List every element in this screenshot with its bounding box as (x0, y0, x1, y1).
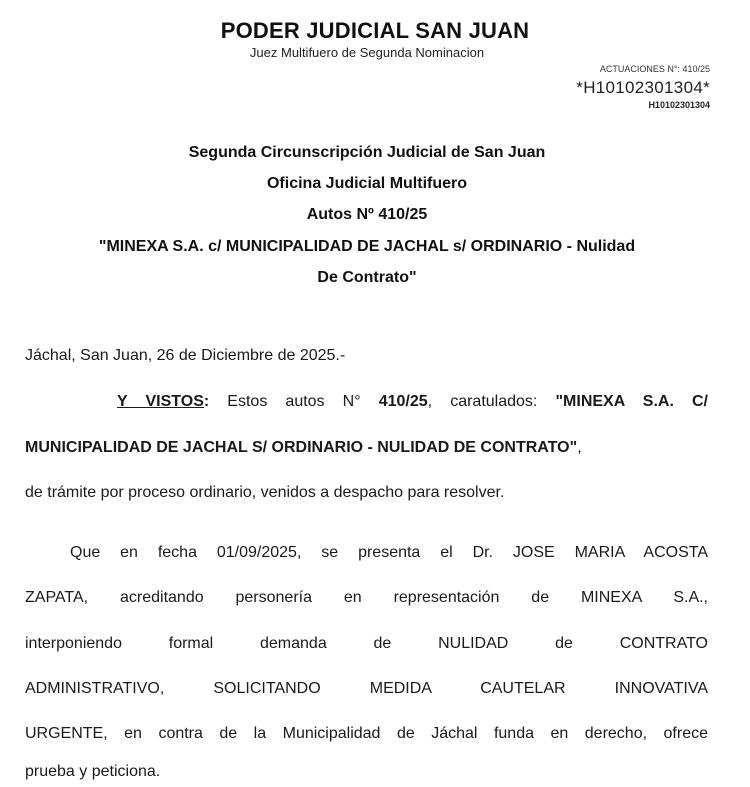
autos-number: 410/25 (378, 393, 428, 410)
date-line: Jáchal, San Juan, 26 de Diciembre de 2025.- (25, 347, 346, 364)
barcode-code: *H10102301304* (576, 78, 710, 97)
que-line5: URGENTE, en contra de la Municipalidad de Jáchal funda en derecho, ofrece (25, 725, 708, 742)
caratula-part2: MUNICIPALIDAD DE JACHAL S/ ORDINARIO - NULIDAD DE CONTRATO" (25, 439, 578, 456)
heading-circunscripcion: Segunda Circunscripción Judicial de San Juan (188, 144, 546, 161)
heading-oficina: Oficina Judicial Multifuero (266, 175, 468, 192)
que-line4: ADMINISTRATIVO, SOLICITANDO MEDIDA CAUTELAR INNOVATIVA (25, 680, 708, 697)
vistos-comma: , (577, 439, 582, 456)
caratula-part1: "MINEXA S.A. C/ (555, 393, 709, 410)
vistos-text2: , caratulados: (427, 393, 556, 410)
court-subtitle: Juez Multifuero de Segunda Nominacion (249, 45, 485, 60)
vistos-label: Y VISTOS (117, 393, 204, 410)
vistos-colon: : (203, 393, 210, 410)
heading-autos: Autos Nº 410/25 (306, 206, 428, 223)
vistos-text1: Estos autos N° (209, 393, 379, 410)
barcode-code-small: H10102301304 (648, 100, 710, 110)
actuaciones-number: ACTUACIONES N°: 410/25 (599, 64, 710, 74)
que-line6: prueba y peticiona. (25, 763, 161, 780)
vistos-line1 (117, 392, 708, 412)
que-line3: interponiendo formal demanda de NULIDAD de CONTRATO (25, 635, 708, 652)
vistos-line3: de trámite por proceso ordinario, venidos a despacho para resolver. (25, 484, 505, 501)
que-line2: ZAPATA, acreditando personería en representación de MINEXA S.A., (25, 589, 708, 606)
heading-caratula-line1: "MINEXA S.A. c/ MUNICIPALIDAD DE JACHAL s/ ORDINARIO - Nulidad (98, 238, 636, 255)
vistos-line2 (25, 438, 708, 458)
que-line1: Que en fecha 01/09/2025, se presenta el Dr. JOSE MARIA ACOSTA (70, 544, 708, 561)
heading-caratula-line2: De Contrato" (317, 269, 417, 286)
court-title: PODER JUDICIAL SAN JUAN (220, 18, 530, 43)
